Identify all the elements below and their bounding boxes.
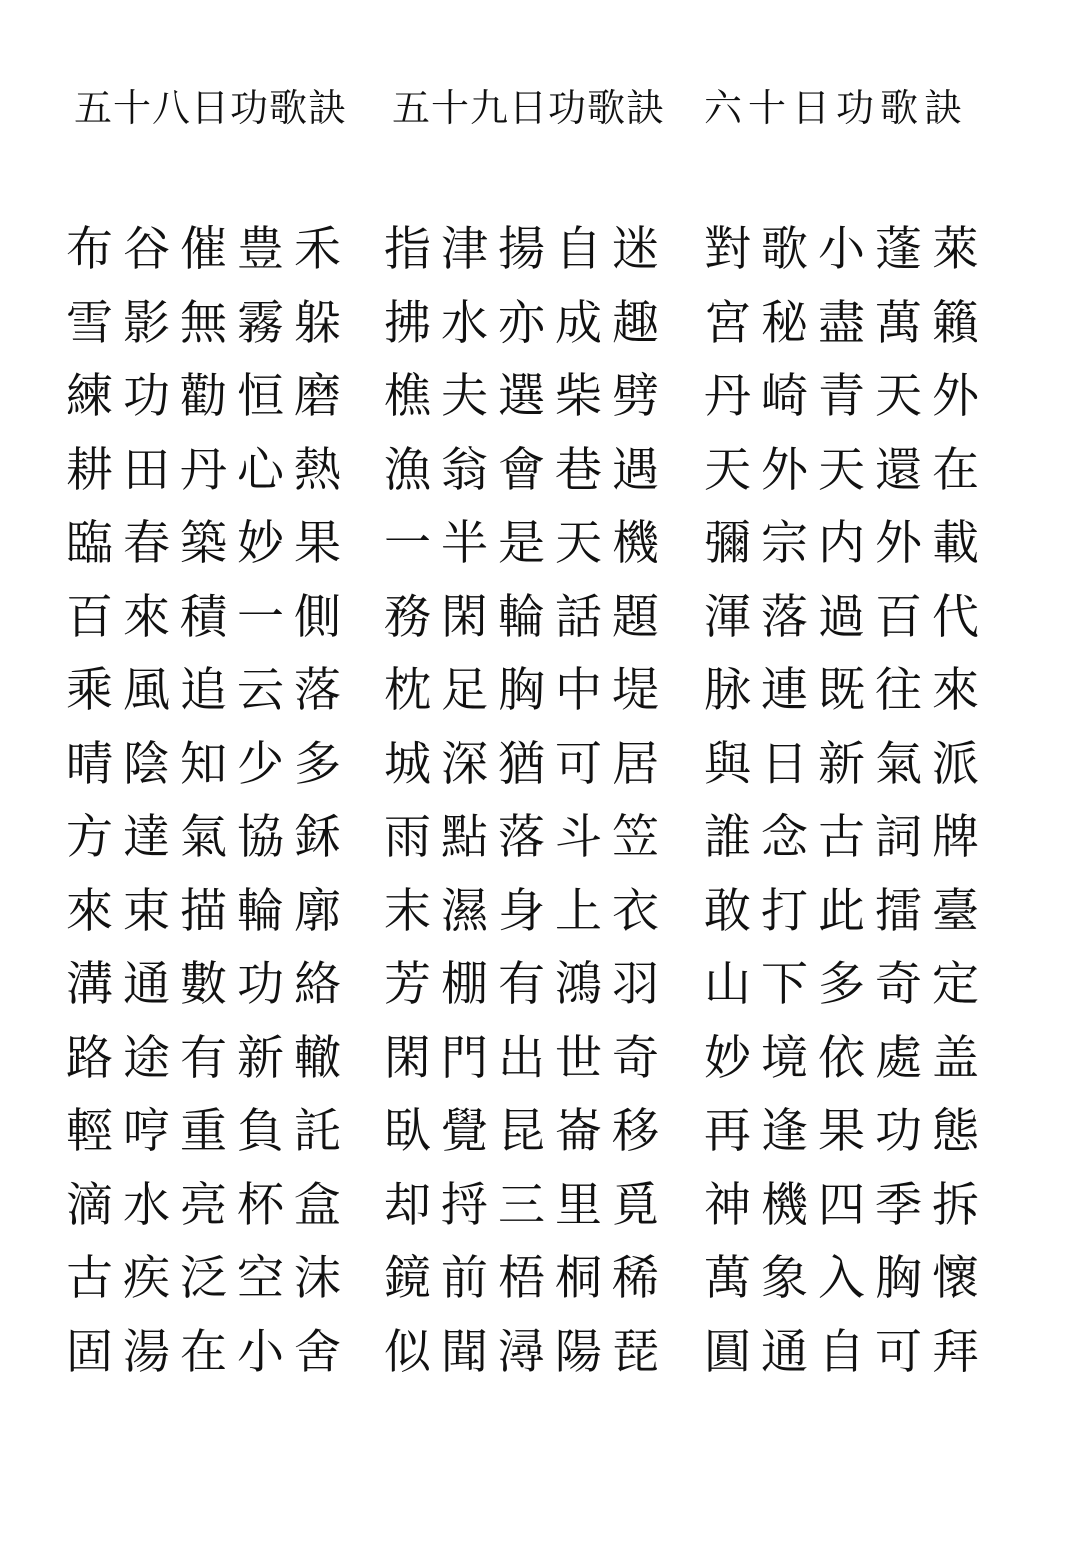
poem-line: 敢打此擂臺 (704, 883, 989, 939)
poem-line: 似聞潯陽琵 (384, 1324, 669, 1380)
poem-line: 漁翁會巷遇 (384, 442, 669, 498)
poem-line: 拂水亦成趣 (384, 295, 669, 351)
poem-line: 與日新氣派 (704, 736, 989, 792)
poem-line: 山下多奇定 (704, 957, 989, 1012)
poem-line: 輕哼重負託 (66, 1104, 351, 1159)
poem-line: 妙境依處盖 (704, 1030, 989, 1086)
poem-line: 却捋三里覓 (384, 1177, 669, 1233)
poem-line: 神機四季拆 (704, 1177, 989, 1233)
poem-line: 路途有新轍 (66, 1030, 351, 1086)
poem-line: 乘風追云落 (66, 663, 351, 718)
poem-line: 務閑輪話題 (384, 589, 669, 645)
poem-line: 耕田丹心熱 (66, 442, 351, 498)
poem-lines (384, 220, 669, 1396)
poem-title: 五十九日功歌訣 (392, 86, 666, 130)
poem-line: 固湯在小舍 (66, 1324, 351, 1380)
poem-line: 城深猶可居 (384, 736, 669, 792)
poem-line: 一半是天機 (384, 516, 669, 571)
poem-line: 彌宗内外載 (704, 516, 989, 571)
poem-title: 六十日功歌訣 (704, 86, 969, 130)
poem-line: 方達氣協鉌 (66, 810, 351, 865)
poem-line: 末濕身上衣 (384, 883, 669, 939)
poem-line: 臨春築妙果 (66, 516, 351, 571)
poem-line: 圓通自可拜 (704, 1324, 989, 1380)
poem-line: 對歌小蓬萊 (704, 222, 989, 277)
poem-line: 晴陰知少多 (66, 736, 351, 792)
poem-line: 練功勸恒磨 (66, 369, 351, 424)
poem-lines (66, 220, 351, 1396)
poem-line: 芳棚有鴻羽 (384, 957, 669, 1012)
poem-line: 天外天還在 (704, 442, 989, 498)
poem-line: 百來積一側 (66, 589, 351, 645)
poem-line: 再逢果功態 (704, 1104, 989, 1159)
poem-line: 來束描輪廓 (66, 883, 351, 939)
poem-line: 枕足胸中堤 (384, 663, 669, 718)
poem-line: 溝通數功絡 (66, 957, 351, 1012)
poem-line: 脉連既往來 (704, 663, 989, 718)
poem-line: 鏡前梧桐稀 (384, 1251, 669, 1306)
poem-line: 雪影無霧躲 (66, 295, 351, 351)
poem-line: 雨點落斗笠 (384, 810, 669, 865)
poem-line: 古疾泛空沫 (66, 1251, 351, 1306)
poem-line: 丹崎青天外 (704, 369, 989, 424)
poem-line: 指津揚自迷 (384, 222, 669, 277)
poem-line: 樵夫選柴劈 (384, 369, 669, 424)
poem-line: 宮秘盡萬籟 (704, 295, 989, 351)
poem-lines (704, 220, 989, 1396)
poem-line: 誰念古詞牌 (704, 810, 989, 865)
poem-line: 滴水亮杯盒 (66, 1177, 351, 1233)
poem-line: 布谷催豊禾 (66, 222, 351, 277)
poem-line: 萬象入胸懷 (704, 1251, 989, 1306)
poem-line: 臥覺昆崙移 (384, 1104, 669, 1159)
poem-line: 閑門出世奇 (384, 1030, 669, 1086)
poem-line: 渾落過百代 (704, 589, 989, 645)
poem-title: 五十八日功歌訣 (74, 86, 348, 130)
